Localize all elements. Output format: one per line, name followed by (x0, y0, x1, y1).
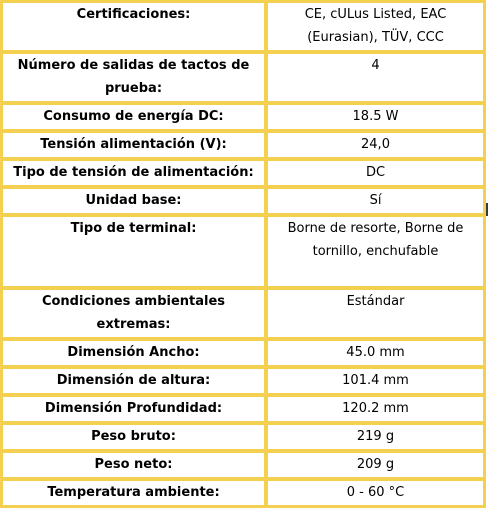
row-value: 45.0 mm (267, 340, 484, 366)
row-label: Tipo de terminal: (2, 216, 265, 287)
table-row (2, 480, 484, 506)
table-row (2, 340, 484, 366)
row-value: Sí (267, 188, 484, 214)
row-value: 219 g (267, 424, 484, 450)
table-row (2, 216, 484, 287)
row-value: 101.4 mm (267, 368, 484, 394)
row-value: 24,0 (267, 132, 484, 158)
row-value: Estándar (267, 289, 484, 338)
row-label: Temperatura ambiente: (2, 480, 265, 506)
row-label: Dimensión de altura: (2, 368, 265, 394)
row-label: Número de salidas de tactos de prueba: (2, 53, 265, 102)
table-row (2, 424, 484, 450)
row-label: Peso neto: (2, 452, 265, 478)
table-row (2, 188, 484, 214)
row-value: 18.5 W (267, 104, 484, 130)
row-value: 4 (267, 53, 484, 102)
table-row (2, 396, 484, 422)
row-value: Borne de resorte, Borne de tornillo, enchufable (267, 216, 484, 287)
table-row (2, 53, 484, 102)
table-row (2, 132, 484, 158)
row-label: Tipo de tensión de alimentación: (2, 160, 265, 186)
table-row (2, 289, 484, 338)
text-cursor-icon (486, 203, 488, 216)
row-label: Consumo de energía DC: (2, 104, 265, 130)
row-value: CE, cULus Listed, EAC (Eurasian), TÜV, CCC (267, 2, 484, 51)
row-label: Tensión alimentación (V): (2, 132, 265, 158)
row-label: Dimensión Profundidad: (2, 396, 265, 422)
table-row (2, 160, 484, 186)
table-row (2, 368, 484, 394)
row-label: Dimensión Ancho: (2, 340, 265, 366)
row-label: Peso bruto: (2, 424, 265, 450)
row-value: 209 g (267, 452, 484, 478)
row-label: Unidad base: (2, 188, 265, 214)
row-label: Condiciones ambientales extremas: (2, 289, 265, 338)
table-row (2, 2, 484, 51)
row-value: 120.2 mm (267, 396, 484, 422)
table-row (2, 104, 484, 130)
row-label: Certificaciones: (2, 2, 265, 51)
row-value: 0 - 60 °C (267, 480, 484, 506)
row-value: DC (267, 160, 484, 186)
